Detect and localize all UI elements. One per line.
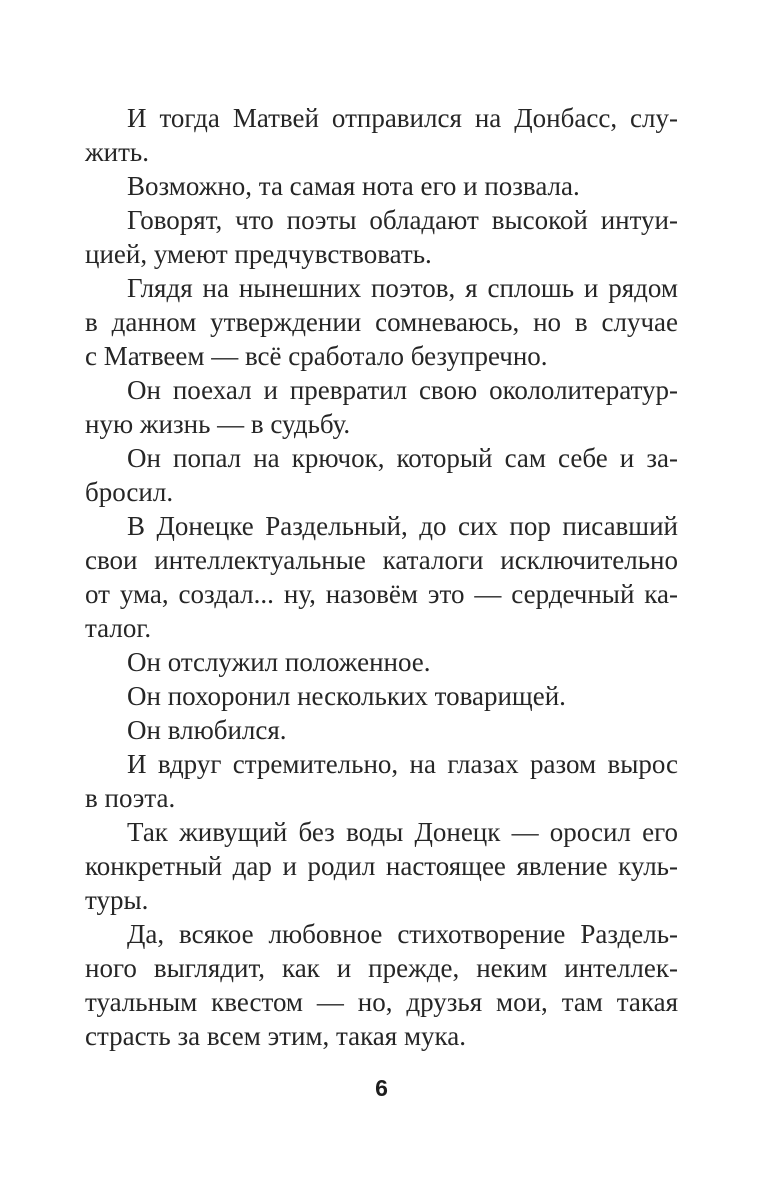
paragraph <box>85 203 678 271</box>
paragraph <box>85 441 678 509</box>
text-line: ную жизнь — в судьбу. <box>85 409 351 439</box>
text-line: Он отслужил положенное. <box>127 647 431 677</box>
text-line: конкретный дар и родил настоящее явление куль- <box>85 851 678 881</box>
text-line: И тогда Матвей отправился на Донбасс, слу- <box>127 103 678 133</box>
text-line: Так живущий без воды Донецк — оросил его <box>127 817 678 847</box>
text-line: Говорят, что поэты обладают высокой интуи- <box>127 205 678 235</box>
text-line: Возможно, та самая нота его и позвала. <box>127 171 580 201</box>
text-line: цией, умеют предчувствовать. <box>85 239 432 269</box>
text-line: ного выглядит, как и прежде, неким интеллек- <box>85 953 678 983</box>
text-line: туры. <box>85 885 149 915</box>
paragraph <box>85 679 678 713</box>
paragraph <box>85 917 678 1053</box>
text-line: Он похоронил нескольких товарищей. <box>127 681 566 711</box>
paragraph <box>85 271 678 373</box>
text-line: талог. <box>85 613 152 643</box>
text-line: свои интеллектуальные каталоги исключительно <box>85 545 678 575</box>
paragraph <box>85 815 678 917</box>
text-line: с Матвеем — всё сработало безупречно. <box>85 341 548 371</box>
text-line: Он влюбился. <box>127 715 287 745</box>
paragraph <box>85 101 678 169</box>
text-line: бросил. <box>85 477 174 507</box>
text-line: в данном утверждении сомневаюсь, но в случае <box>85 307 678 337</box>
text-line: страсть за всем этим, такая мука. <box>85 1021 466 1051</box>
page-number: 6 <box>375 1075 388 1101</box>
text-line: И вдруг стремительно, на глазах разом вырос <box>127 749 678 779</box>
text-line: жить. <box>85 137 149 167</box>
paragraph <box>85 373 678 441</box>
paragraph <box>85 713 678 747</box>
paragraph <box>85 169 678 203</box>
paragraph <box>85 509 678 645</box>
text-block <box>85 101 678 1053</box>
text-line: туальным квестом — но, друзья мои, там такая <box>85 987 678 1017</box>
paragraph <box>85 747 678 815</box>
paragraph <box>85 645 678 679</box>
text-line: Он поехал и превратил свою окололитератур- <box>127 375 678 405</box>
text-line: В Донецке Раздельный, до сих пор писавший <box>127 511 678 541</box>
text-line: Он попал на крючок, который сам себе и за- <box>127 443 678 473</box>
text-line: от ума, создал... ну, назовём это — сердечный ка- <box>85 579 678 609</box>
text-line: Да, всякое любовное стихотворение Раздель- <box>127 919 678 949</box>
text-line: Глядя на нынешних поэтов, я сплошь и рядом <box>127 273 678 303</box>
text-line: в поэта. <box>85 783 176 813</box>
